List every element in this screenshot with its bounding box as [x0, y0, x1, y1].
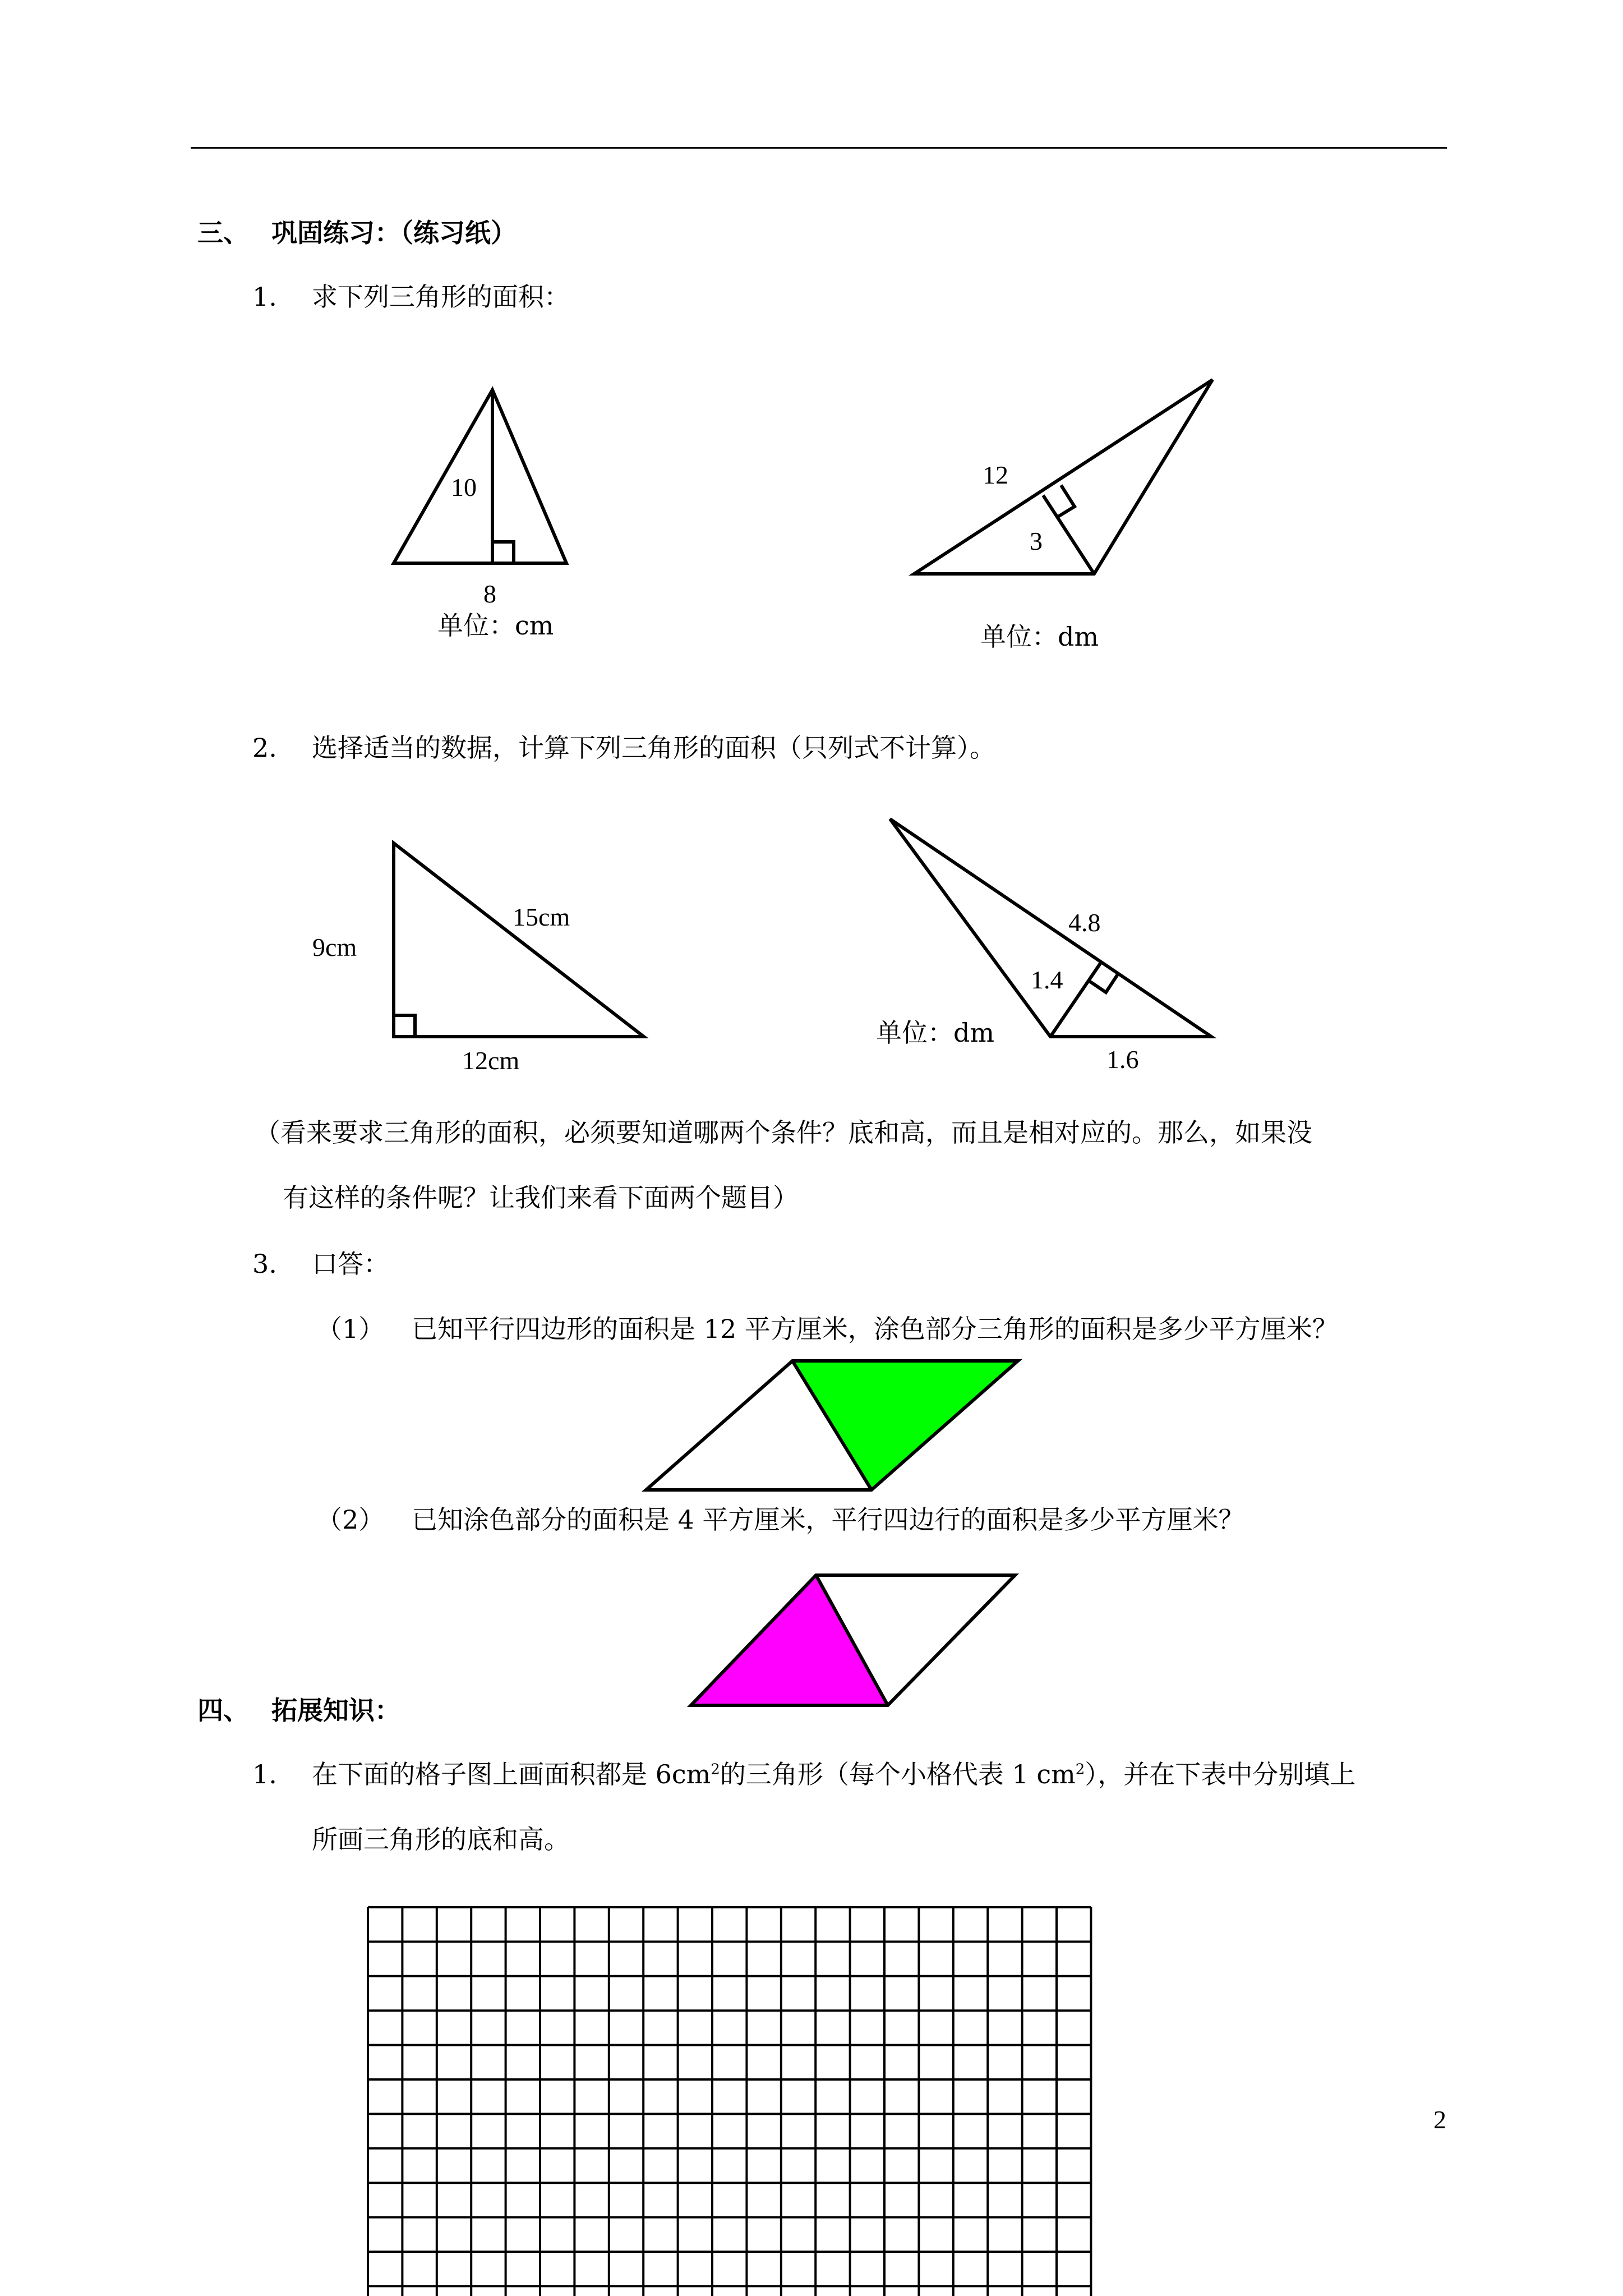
section3-number: 三、: [197, 218, 249, 248]
q3-sub2-text: 已知涂色部分的面积是 4 平方厘米，平行四边行的面积是多少平方厘米？: [412, 1504, 1244, 1535]
section3-title: 巩固练习：（练习纸）: [271, 218, 517, 248]
q2-fig2-long-label: 4.8: [1068, 908, 1101, 937]
q2-fig1-hyp-label: 15cm: [513, 903, 570, 931]
q1-text: 求下列三角形的面积：: [312, 282, 570, 312]
q2-fig1-triangle: [394, 843, 644, 1037]
q1-fig2-altitude: [1043, 495, 1094, 574]
q1-fig2-triangle: [914, 380, 1212, 574]
q3-sub1-figure: [646, 1361, 1018, 1490]
q3-sub1-text: 已知平行四边形的面积是 12 平方厘米，涂色部分三角形的面积是多少平方厘米？: [412, 1314, 1338, 1344]
q1-fig1-unit: 单位：cm: [437, 610, 554, 641]
note-line-1: （看来要求三角形的面积，必须要知道哪两个条件？底和高，而且是相对应的。那么，如果没: [255, 1117, 1312, 1148]
q2-fig1-leg-label: 9cm: [312, 933, 357, 961]
q2-text: 选择适当的数据，计算下列三角形的面积（只列式不计算）。: [312, 733, 995, 763]
s4-q1-number: 1.: [252, 1759, 277, 1789]
q1-number: 1.: [252, 282, 277, 312]
section4-title: 拓展知识：: [271, 1695, 400, 1726]
q3-sub1-number: （1）: [316, 1314, 385, 1344]
q1-fig2-height-label: 3: [1030, 527, 1043, 555]
q3-number: 3.: [252, 1249, 277, 1279]
q2-fig2-triangle: [890, 819, 1211, 1037]
q3-sub2-shaded-triangle: [691, 1575, 888, 1705]
q2-fig2-unit: 单位：dm: [876, 1018, 995, 1048]
s4-q1-line2: 所画三角形的底和高。: [312, 1824, 570, 1855]
q2-fig1-base-label: 12cm: [462, 1046, 520, 1075]
q3-text: 口答：: [312, 1249, 389, 1279]
q1-fig2-side-label: 12: [983, 461, 1008, 489]
q3-sub2-figure: [691, 1575, 1015, 1705]
drawing-grid: [368, 1907, 1091, 2296]
q1-fig1-height-label: 10: [451, 473, 477, 501]
q2-fig2-height-label: 1.4: [1031, 965, 1063, 994]
q2-fig1-right-angle-mark: [394, 1015, 415, 1037]
q3-sub1-shaded-triangle: [792, 1361, 1018, 1490]
q2-fig2-base-label: 1.6: [1106, 1045, 1139, 1074]
section4-number: 四、: [197, 1695, 249, 1726]
note-line-2: 有这样的条件呢？让我们来看下面两个题目）: [283, 1182, 799, 1213]
q1-fig1-triangle: [394, 390, 566, 563]
q1-fig2-right-angle-mark: [1057, 485, 1075, 517]
q1-fig1-base-label: 8: [483, 579, 496, 608]
q1-fig1-right-angle-mark: [492, 542, 514, 563]
q2-number: 2.: [252, 733, 277, 763]
s4-q1-line1-a: 在下面的格子图上画面积都是 6cm: [312, 1759, 711, 1789]
q1-fig2-unit: 单位：dm: [980, 622, 1099, 652]
s4-q1-line1-b: 的三角形（每个小格代表 1 cm: [720, 1759, 1076, 1789]
q3-sub2-number: （2）: [316, 1504, 385, 1535]
page-number: 2: [1433, 2105, 1446, 2134]
s4-q1-sup2: 2: [1075, 1761, 1085, 1778]
s4-q1-line1-c: ），并在下表中分别填上: [1085, 1759, 1356, 1789]
s4-q1-sup1: 2: [711, 1761, 720, 1778]
